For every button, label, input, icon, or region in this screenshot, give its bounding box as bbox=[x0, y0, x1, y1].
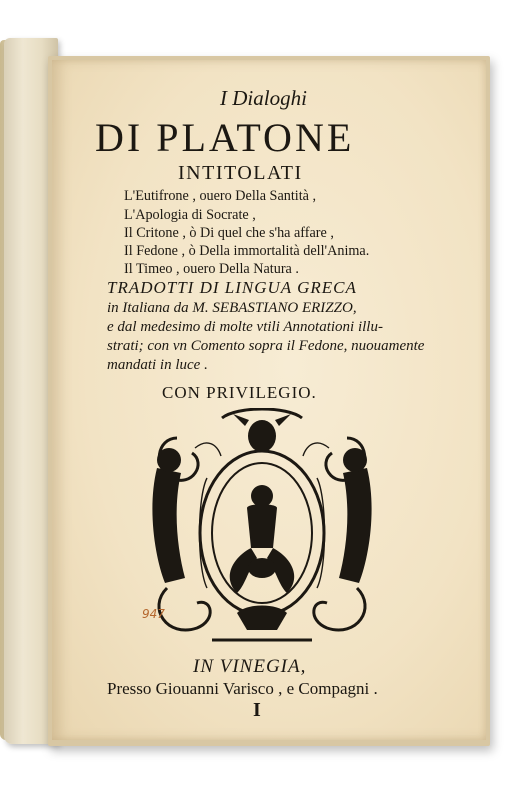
imprint-printer: Presso Giouanni Varisco , e Compagni . bbox=[107, 679, 378, 698]
dialogue-line: L'Apologia di Socrate , bbox=[124, 207, 256, 223]
privilegio-line: CON PRIVILEGIO. bbox=[162, 383, 317, 402]
translation-line: mandati in luce . bbox=[107, 357, 208, 373]
translation-heading: TRADOTTI DI LINGUA GRECA bbox=[107, 278, 357, 297]
title-line-dialoghi: I Dialoghi bbox=[220, 86, 307, 110]
translation-line: in Italiana da M. SEBASTIANO ERIZZO, bbox=[107, 300, 357, 316]
printer-device-woodcut bbox=[137, 408, 387, 648]
translation-line: strati; con vn Comento sopra il Fedone, nuouamente bbox=[107, 338, 425, 354]
signature-mark: I bbox=[253, 699, 261, 721]
imprint-place: IN VINEGIA, bbox=[193, 656, 307, 677]
dialogue-line: Il Timeo , ouero Della Natura . bbox=[124, 261, 299, 277]
translation-line: e dal medesimo di molte vtili Annotationi illu- bbox=[107, 319, 383, 335]
dialogue-line: Il Fedone , ò Della immortalità dell'Anima. bbox=[124, 243, 370, 259]
handwritten-number: 947 bbox=[142, 607, 165, 621]
title-line-intitolati: INTITOLATI bbox=[178, 162, 303, 184]
dialogue-line: Il Critone , ò Di quel che s'ha affare , bbox=[124, 225, 334, 241]
dialogue-line: L'Eutifrone , ouero Della Santità , bbox=[124, 188, 317, 204]
title-line-platone: DI PLATONE bbox=[95, 115, 355, 160]
